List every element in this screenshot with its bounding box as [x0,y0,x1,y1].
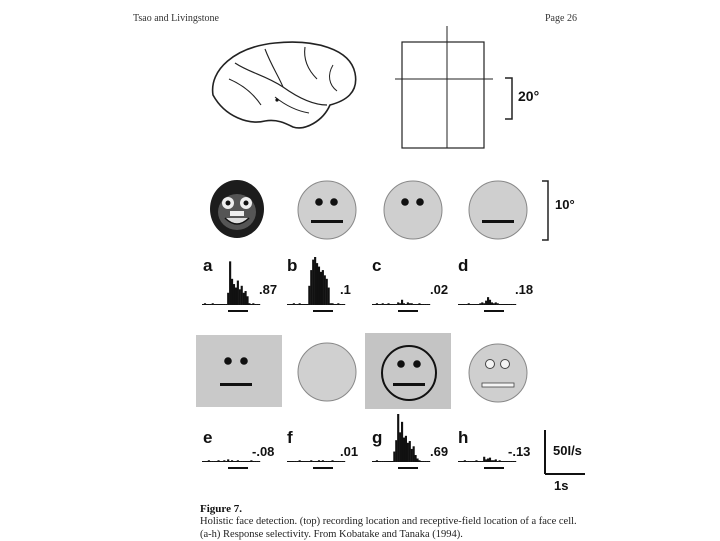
histogram-bar [217,460,219,462]
panel-letter-g: g [372,428,383,447]
histogram-bar [322,460,324,462]
histogram-bar [508,461,510,462]
panel-value-b: .1 [340,282,351,297]
histogram-bar [487,297,489,305]
histogram-bar [493,460,495,462]
histogram-bar [468,303,470,305]
histogram-bar [380,304,382,305]
histogram-bar [386,304,388,305]
histogram-bar [339,461,341,462]
histogram-bar [495,459,497,462]
panel-letter-d: d [458,256,469,275]
histogram-bar [502,304,504,305]
histogram-bar [219,461,221,462]
histogram-bar [287,304,289,305]
histogram-bar [418,460,420,462]
histogram-bar [250,304,252,305]
histogram-bar [241,461,243,462]
histogram-bar [229,261,231,305]
histogram-bar [504,304,506,305]
histogram-bar [420,461,422,462]
histogram-bar [460,461,462,462]
histogram-bar [208,460,210,462]
histogram-bar [206,304,208,305]
histogram-bar [231,279,233,305]
histogram-bar [252,303,254,305]
panel-value-e: -.08 [252,444,275,459]
histogram-bar [331,303,333,305]
histogram-bar [337,461,339,462]
histogram-bar [333,461,335,462]
histogram-bar [254,304,256,305]
histogram-bar [477,461,479,462]
histogram-bar [399,432,401,462]
histogram-bar [384,304,386,305]
histogram-bar [397,302,399,305]
histogram-bar [403,303,405,305]
histogram-bar [254,461,256,462]
histogram-bar [514,304,516,305]
panel-value-c: .02 [430,282,449,297]
histogram-bar [372,304,374,305]
histogram-bar [306,304,308,305]
histogram-bar [310,270,312,305]
histogram-bar [409,303,411,305]
histogram-bar [245,461,247,462]
histogram-bar [204,303,206,305]
histogram-bar [312,461,314,462]
histogram-bar [497,303,499,305]
histogram-bar [333,304,335,305]
histogram-bar [424,304,426,305]
histogram-bar [252,461,254,462]
histogram-bar [464,304,466,305]
histogram-b [287,255,347,317]
histogram-bar [225,461,227,462]
histogram-bar [299,303,301,305]
histogram-bar [320,272,322,305]
scale-20-degrees: 20° [518,88,540,104]
histogram-bar [416,459,418,462]
histogram-bar [216,461,218,462]
histogram-bar [495,302,497,305]
running-header-authors: Tsao and Livingstone [133,13,219,24]
histogram-bar [413,304,415,305]
histogram-bar [483,457,485,462]
histogram-bar [206,461,208,462]
figure-title: Figure 7. [200,503,242,515]
panel-letter-f: f [287,428,293,447]
histogram-bar [473,304,475,305]
histogram-bar [302,461,304,462]
histogram-bar [212,461,214,462]
histogram-bar [335,304,337,305]
histogram-bar [426,304,428,305]
textured-face-stimulus [196,335,282,407]
histogram-bar [389,304,391,305]
histogram-bar [202,304,204,305]
histogram-bar [510,461,512,462]
histogram-bar [243,461,245,462]
histogram-bar [316,263,318,305]
histogram-bar [324,461,326,462]
histogram-bar [331,460,333,462]
histogram-bar [401,300,403,305]
histogram-bar [470,304,472,305]
histogram-bar [239,461,241,462]
histogram-bar [341,304,343,305]
histogram-bar [391,304,393,305]
histogram-bar [475,460,477,462]
histogram-bar [466,304,468,305]
histogram-bar [304,461,306,462]
histogram-bar [506,304,508,305]
histogram-bar [231,460,233,462]
histogram-bar [481,302,483,305]
histogram-bar [491,302,493,305]
histogram-bar [374,461,376,462]
histogram-bar [391,461,393,462]
panel-value-h: -.13 [508,444,531,459]
histogram-bar [258,461,260,462]
histogram-bar [330,461,332,462]
histogram-bar [210,461,212,462]
histogram-bar [374,304,376,305]
histogram-bar [512,461,514,462]
histogram-g [372,412,432,474]
panel-letter-b: b [287,256,298,275]
histogram-bar [210,304,212,305]
histogram-bar [479,461,481,462]
histogram-bar [493,303,495,305]
histogram-c [372,255,432,317]
histogram-bar [403,438,405,462]
histogram-bar [504,461,506,462]
histogram-bar [297,461,299,462]
histogram-bar [380,461,382,462]
histogram-bar [235,461,237,462]
histogram-bar [422,461,424,462]
histogram-bar [341,461,343,462]
histogram-bar [499,460,501,462]
histogram-bar [301,304,303,305]
panel-value-g: .69 [430,444,449,459]
histogram-bar [293,461,295,462]
histogram-bar [409,441,411,462]
histogram-h [458,412,518,474]
histogram-bar [462,304,464,305]
stimulus-scale-bar [540,180,552,242]
histogram-bar [460,304,462,305]
histogram-bar [411,449,413,462]
histogram-bar [223,460,225,462]
histogram-bar [501,304,503,305]
histogram-bar [393,304,395,305]
histogram-bar [299,460,301,462]
histogram-bar [422,304,424,305]
face-schematic-eyes-only [383,180,443,240]
time-scale-label: 1s [554,478,569,493]
histogram-bar [473,461,475,462]
panel-letter-c: c [372,256,382,275]
histogram-bar [326,279,328,305]
histogram-bar [208,304,210,305]
histogram-bar [308,461,310,462]
histogram-bar [233,461,235,462]
histogram-bar [407,443,409,462]
histogram-bar [426,461,428,462]
histogram-f [287,412,347,474]
histogram-bar [320,461,322,462]
histogram-bar [219,304,221,305]
histogram-bar [458,461,460,462]
face-schematic-full [297,180,357,240]
monkey-face-photo [208,178,266,240]
panel-letter-h: h [458,428,469,447]
histogram-bar [372,461,374,462]
histogram-bar [295,304,297,305]
histogram-bar [401,422,403,462]
histogram-bar [212,303,214,305]
histogram-bar [293,303,295,305]
histogram-bar [335,461,337,462]
face-outline-only [297,342,357,402]
histogram-bar [378,461,380,462]
histogram-bar [330,303,332,305]
histogram-bar [318,460,320,462]
histogram-bar [420,304,422,305]
histogram-bar [308,286,310,305]
histogram-bar [229,461,231,462]
histogram-bar [483,303,485,305]
rate-scale-label: 50I/s [553,443,582,458]
histogram-bar [245,291,247,305]
histogram-bar [502,461,504,462]
histogram-bar [343,304,345,305]
histogram-bar [464,460,466,462]
histogram-bar [221,461,223,462]
histogram-bar [237,281,239,305]
histogram-bar [407,302,409,305]
histogram-bar [314,461,316,462]
histogram-bar [248,303,250,305]
histogram-bar [235,288,237,305]
histogram-bar [470,461,472,462]
histogram-bar [475,304,477,305]
histogram-bar [389,461,391,462]
histogram-bar [393,452,395,462]
histogram-bar [312,260,314,305]
histogram-bar [241,286,243,305]
histogram-bar [378,304,380,305]
histogram-bar [487,459,489,462]
histogram-bar [302,304,304,305]
histogram-bar [489,300,491,305]
histogram-bar [214,304,216,305]
histogram-bar [221,304,223,305]
histogram-bar [246,296,248,305]
histogram-bar [397,414,399,462]
panel-value-d: .18 [515,282,534,297]
scale-10-degrees: 10° [555,197,575,212]
histogram-bar [214,461,216,462]
histogram-bar [415,455,417,462]
histogram-bar [399,303,401,305]
histogram-bar [202,461,204,462]
histogram-bar [387,461,389,462]
histogram-bar [306,461,308,462]
histogram-bar [481,461,483,462]
face-in-textured-background [365,333,451,409]
histogram-bar [289,304,291,305]
histogram-bar [256,304,258,305]
histogram-bar [237,460,239,462]
histogram-bar [472,461,474,462]
histogram-bar [322,270,324,305]
histogram-bar [376,460,378,462]
histogram-bar [328,288,330,305]
histogram-bar [405,304,407,305]
panel-value-a: .87 [259,282,278,297]
histogram-bar [382,461,384,462]
histogram-bar [413,446,415,462]
histogram-a [202,255,262,317]
histogram-bar [497,461,499,462]
histogram-bar [248,461,250,462]
histogram-bar [485,301,487,305]
histogram-bar [316,461,318,462]
histogram-bar [418,303,420,305]
histogram-bar [326,461,328,462]
receptive-field-diagram [395,22,535,152]
histogram-bar [491,460,493,462]
histogram-bar [289,461,291,462]
histogram-bar [506,461,508,462]
histogram-bar [343,461,345,462]
histogram-bar [462,461,464,462]
face-schematic-mouth-only [468,180,528,240]
histogram-bar [514,461,516,462]
histogram-bar [468,461,470,462]
histogram-bar [239,289,241,305]
panel-letter-a: a [203,256,213,275]
histogram-bar [424,461,426,462]
histogram-bar [428,461,430,462]
histogram-bar [395,304,397,305]
histogram-bar [382,303,384,305]
histogram-bar [479,303,481,305]
histogram-bar [250,460,252,462]
histogram-bar [233,284,235,305]
histogram-bar [297,304,299,305]
histogram-bar [337,303,339,305]
histogram-bar [304,304,306,305]
histogram-bar [416,304,418,305]
histogram-bar [472,304,474,305]
histogram-bar [314,257,316,305]
histogram-bar [223,304,225,305]
histogram-bar [387,303,389,305]
histogram-bar [287,461,289,462]
histogram-d [458,255,518,317]
histogram-bar [508,304,510,305]
histogram-bar [510,304,512,305]
histogram-bar [310,460,312,462]
histogram-bar [204,461,206,462]
histogram-bar [411,303,413,305]
histogram-bar [499,304,501,305]
histogram-e [202,412,262,474]
histogram-bar [301,461,303,462]
histogram-bar [501,461,503,462]
running-header-page: Page 26 [545,13,577,24]
histogram-bar [216,304,218,305]
histogram-bar [225,304,227,305]
histogram-bar [489,458,491,462]
histogram-bar [466,461,468,462]
histogram-bar [415,304,417,305]
histogram-bar [485,459,487,462]
histogram-bar [246,461,248,462]
histogram-bar [256,461,258,462]
histogram-bar [324,275,326,305]
histogram-bar [291,304,293,305]
panel-value-f: .01 [340,444,359,459]
histogram-bar [339,304,341,305]
histogram-bar [384,461,386,462]
histogram-bar [405,436,407,462]
histogram-bar [291,461,293,462]
histogram-bar [328,461,330,462]
panel-letter-e: e [203,428,213,447]
histogram-bar [477,304,479,305]
histogram-bar [376,303,378,305]
histogram-bar [386,461,388,462]
histogram-bar [395,440,397,462]
histogram-bar [318,267,320,305]
histogram-bar [512,304,514,305]
histogram-bar [428,304,430,305]
histogram-bar [227,293,229,305]
face-contrast-reversed [468,343,528,403]
histogram-bar [258,304,260,305]
monkey-brain-drawing [205,35,365,135]
histogram-bar [458,304,460,305]
histogram-bar [295,461,297,462]
histogram-bar [227,459,229,462]
histogram-bar [243,293,245,305]
figure-caption: Holistic face detection. (top) recording location and receptive-field location of a face cell. (a-h) Response selectivity. From Kobatake and Tanaka (1994). [200,516,577,540]
histogram-bar [217,304,219,305]
